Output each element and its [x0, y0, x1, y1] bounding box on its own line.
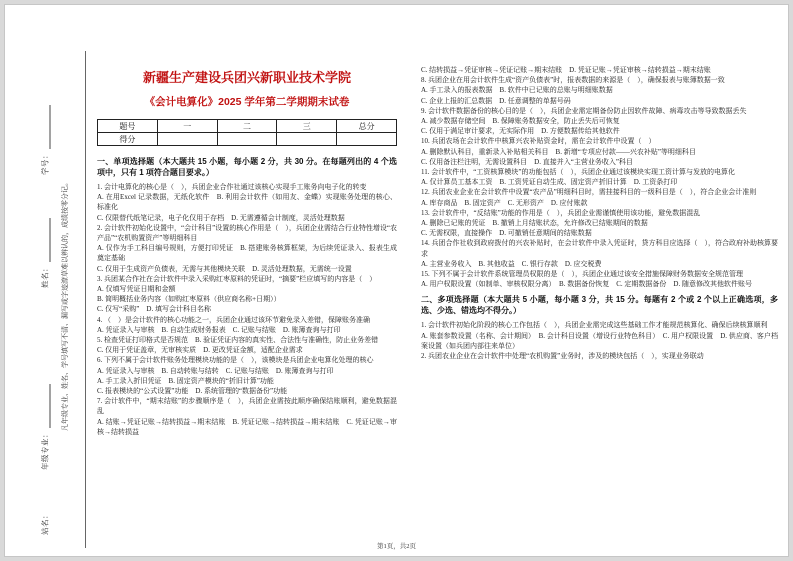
text-line: A. 在用Excel 记录数据，无纸化软件 B. 利用会计软件（如用友、金蝶）实现账务处理的核心、标准化: [97, 193, 397, 212]
text-line: C. 结转损益→凭证审核→凭证记账→期末结账 D. 凭证记账→凭证审核→结转损益→期末结账: [421, 66, 711, 74]
text-line: A. 账套参数设置（名称、会计期间） B. 会计科目设置（增设行业特色科目） C. 用户权限设置 D. 供应商、客户档案设置（如兵团内部往来单位）: [421, 331, 778, 350]
score-empty-cell: [157, 133, 217, 146]
text-line: 15. 下列不属于会计软件系统管理员权限的是（ ），兵团企业通过该安全措施保障财务数据安全规范管理: [421, 270, 743, 279]
student-id-blank-line: [43, 105, 51, 149]
text-line: A. 手工录入的报表数据 B. 软件中已记账的总账与明细账数据: [421, 86, 613, 95]
score-table-cell-3: 三: [277, 120, 337, 133]
text-line: A. 删除已记账的凭证 B. 撤销上月结账状态，允许修改已结账期间的数据: [421, 219, 648, 228]
text-line: A. 减少数据存储空间 B. 保障账务数据安全，防止丢失后可恢复: [421, 117, 620, 126]
text-line: C. 仅用于凭证盖章，无审核实质 D. 更改凭证金额，适配企业需求: [97, 346, 303, 355]
section-2-heading: 二、多项选择题（本大题共 5 小题，每小题 3 分，共 15 分。每题有 2 个或 2 个以上正确选项，多选、少选、错选均不得分。）: [421, 295, 778, 316]
exam-title: 《会计电算化》2025 学年第二学期期末试卷: [144, 96, 350, 108]
student-name-label: 姓名：: [40, 264, 50, 288]
student-id-label: 学号：: [40, 151, 50, 175]
text-line: 9. 会计软件数据备份的核心目的是（ ），兵团企业需定期备份防止因软件故障、病毒攻击等导致数据丢失: [421, 106, 747, 115]
text-line: A. 结账→凭证记账→结转损益→期末结账 B. 凭证记账→结转损益→期末结账 C. 凭证记账→审核→结转损益: [97, 417, 397, 436]
text-line: C. 报表模块的“公式设置”功能 D. 系统管理的“数据备份”功能: [97, 387, 288, 396]
text-line: 10. 兵团农场在会计软件中核算兴农补贴资金时，需在会计软件中设置（ ）: [421, 137, 656, 146]
grade-major-blank-line: [43, 384, 51, 428]
score-empty-cell: [337, 133, 397, 146]
text-line: 8. 兵团企业在用会计软件生成“资产负债表”时，报表数据的来源是（ ），确保报表与账簿数据一致: [421, 76, 725, 85]
grade-major-label: 年级专业：: [40, 430, 50, 470]
page-footer: 第1页，共2页: [377, 543, 416, 550]
text-line: A. 用户权限设置（如制单、审核权限分离） B. 数据备份恢复 C. 定期数据备份 D. 随意修改其他软件账号: [421, 280, 752, 289]
text-line: 4. （ ）是会计软件的核心功能之一，兵团企业通过该环节避免录入差错，保障账务准确: [97, 315, 370, 324]
grade-major-field: [40, 384, 51, 470]
exam-content: [97, 65, 778, 528]
text-line: 7. 会计软件中，“期末结账”的步骤顺序是（ ），兵团企业需按此顺序确保结账顺利，避免数据混乱: [97, 397, 397, 416]
text-line: 13. 会计软件中，“反结账”功能的作用是（ ），兵团企业需谨慎使用该功能，避免数据混乱: [421, 208, 701, 217]
student-name-blank-line: [43, 218, 51, 262]
seal-warning-note: 凡年级专业、姓名、学号填写不清、漏写或字迹潦草难以辨认的，成绩按零分记。: [61, 179, 69, 431]
score-row-label: 得分: [98, 133, 158, 146]
section-1-question-lines-continued: [421, 65, 778, 289]
text-line: A. 凭证录入与审核 B. 自动生成财务报表 C. 记账与结账 D. 账簿查询与打印: [97, 325, 341, 334]
text-line: 11. 会计软件中，“工资核算模块”的功能包括（ ），兵团企业通过该模块实现工资计算与发放的电算化: [421, 168, 735, 177]
text-line: A. 仅作为手工科目编号规则，方便打印凭证 B. 搭建账务核算框架，为后续凭证录入、报表生成奠定基础: [97, 244, 397, 263]
section-2-question-lines: [421, 320, 778, 361]
text-line: C. 企业上报的汇总数据 D. 任意调整的单据号码: [421, 96, 571, 105]
station-field: [40, 511, 51, 535]
station-label: 站名：: [40, 511, 50, 535]
score-table-score-row: [98, 133, 397, 146]
text-line: C. 仅用于生成资产负债表，无需与其他模块关联 D. 灵活处理数据，无需统一设置: [97, 264, 352, 273]
text-line: 14. 兵团合作社收到政府拨付的兴农补贴时，在会计软件中录入凭证时，贷方科目应选择（ ），符合政府补助核算要求: [421, 239, 778, 258]
text-line: 3. 兵团某合作社在会计软件中录入采购红枣原料的凭证时，“摘要”栏应填写的内容是（ ）: [97, 274, 377, 283]
exam-paper: [4, 4, 789, 557]
text-line: C. 仅用于满足审计要求，无实际作用 D. 方便数据传给其他软件: [421, 127, 620, 136]
text-line: 1. 会计电算化的核心是（ ），兵团企业合作社通过该核心实现手工账务向电子化的转变: [97, 183, 367, 191]
section-1-heading: 一、单项选择题（本大题共 15 小题，每小题 2 分，共 30 分。在每题列出的 4 个选项中，只有 1 项符合题目要求。）: [97, 157, 397, 177]
student-id-field: [40, 105, 51, 175]
seal-line: [85, 51, 86, 548]
text-line: B. 简明概括业务内容（如购红枣原料（供应商名称+日期））: [97, 295, 281, 304]
text-line: A. 凭证录入与审核 B. 自动转账与结转 C. 记账与结账 D. 账簿查询与打印: [97, 366, 334, 375]
school-name: 新疆生产建设兵团兴新职业技术学院: [142, 70, 351, 85]
text-line: 1. 会计软件初始化阶段的核心工作包括（ ），兵团企业需完成这些基础工作才能规范核算化、确保后续核算顺利: [421, 321, 768, 330]
text-line: C. 无需权限，直接操作 D. 可撤销任意期间的结账数据: [421, 229, 592, 238]
text-line: A. 库存商品 B. 固定资产 C. 无形资产 D. 应付账款: [421, 198, 588, 207]
score-table-cell-1: 一: [157, 120, 217, 133]
text-line: C. 仅用备注栏注明，无需设置科目 D. 直接并入“主营业务收入”科目: [421, 157, 633, 166]
score-empty-cell: [277, 133, 337, 146]
score-table: [97, 119, 397, 146]
text-line: 5. 检查凭证打印格式是否规范 B. 验证凭证内容的真实性、合法性与准确性，防止业务差错: [97, 336, 379, 345]
score-table-header-row: [98, 120, 397, 133]
text-line: A. 手工录入折旧凭证 B. 固定资产模块的“折旧计算”功能: [97, 376, 274, 385]
left-column: [97, 65, 397, 528]
section-1-question-lines: [97, 182, 397, 437]
score-empty-cell: [217, 133, 277, 146]
text-line: A. 主营业务收入 B. 其他收益 C. 银行存款 D. 应交税费: [421, 259, 602, 268]
text-line: C. 仅写“采购” D. 填写会计科目名称: [97, 305, 211, 314]
text-line: A. 仅计算员工基本工资 B. 工资凭证自动生成、固定资产折旧计算 D. 工资条打印: [421, 178, 678, 187]
text-line: C. 仅限替代纸笔记录，电子化仅用于存档 D. 无需遵循会计制度，灵活处理数据: [97, 213, 345, 222]
text-line: A. 仅填写凭证日期和金额: [97, 285, 176, 294]
text-line: 12. 兵团农业企业在会计软件中设置“农产品”明细科目时，需挂接科目的一级科目是（ ），符合企业会计准则: [421, 188, 757, 197]
text-line: 6. 下列不属于会计软件账务处理模块功能的是（ ），该模块是兵团企业电算化处理的核心: [97, 356, 374, 365]
score-table-cell-2: 二: [217, 120, 277, 133]
right-column: [421, 65, 778, 528]
score-table-cell-label: 题号: [98, 120, 158, 133]
text-line: A. 删除默认科目，重新录入补贴相关科目 B. 新增“专项应付款——兴农补贴”等明细科目: [421, 147, 696, 156]
text-line: 2. 会计软件初始化设置中，“会计科目”设置的核心作用是（ ），兵团企业需结合行业特性增设“农产品”“农机购置资产”等明细科目: [97, 223, 397, 243]
text-line: 2. 兵团农业企业在会计软件中处理“农机购置”业务时，涉及的模块包括（ ），实现业务联动: [421, 352, 704, 361]
score-table-cell-total: 总分: [337, 120, 397, 133]
student-name-field: [40, 218, 51, 288]
